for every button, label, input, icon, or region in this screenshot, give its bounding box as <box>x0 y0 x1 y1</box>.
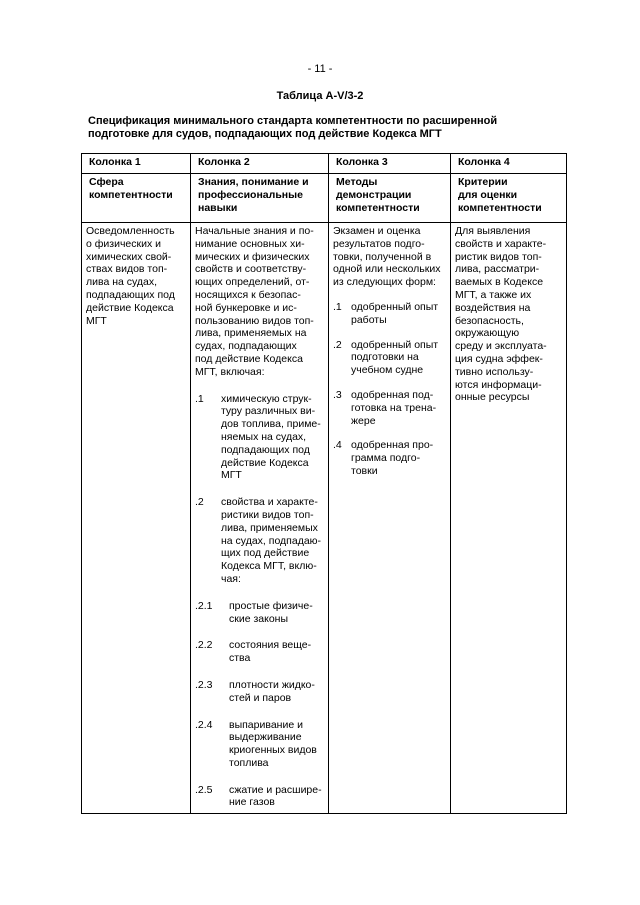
item-line: сжатие и расшире- <box>229 783 322 796</box>
item-line: товки <box>351 464 378 477</box>
item-line: ние газов <box>229 796 275 809</box>
column-4-number: Колонка 4 <box>451 154 567 174</box>
item-line: грамма подго- <box>351 452 421 465</box>
item-line: Кодекса МГТ, вклю- <box>221 560 317 573</box>
knowledge-intro-line: под действие Кодекса <box>195 352 303 365</box>
methods-intro-line: одной или нескольких <box>333 263 441 276</box>
criteria-line: окружающую <box>455 327 520 340</box>
knowledge-subitem <box>195 679 324 705</box>
item-line: свойства и характе- <box>221 496 318 509</box>
knowledge-intro-line: пользованию видов топ- <box>195 314 314 327</box>
competence-line: МГТ <box>86 314 107 327</box>
methods-intro-line: Экзамен и оценка <box>333 225 421 237</box>
knowledge-intro-line: носящихся к безопас- <box>195 288 301 301</box>
column-2-number: Колонка 2 <box>191 154 329 174</box>
column-3-number: Колонка 3 <box>329 154 451 174</box>
item-line: подпадающих под <box>221 443 310 456</box>
knowledge-subitem <box>195 600 324 626</box>
column-number-row <box>82 154 567 174</box>
criteria-line: тивно использу- <box>455 365 534 378</box>
item-number: .2.3 <box>195 678 213 691</box>
competence-line: действие Кодекса <box>86 301 174 314</box>
item-line: няемых на судах, <box>221 430 307 443</box>
knowledge-intro-line: свойств и соответству- <box>195 263 307 276</box>
knowledge-item <box>195 496 324 586</box>
item-line: учебном судне <box>351 364 424 377</box>
criteria-line: свойств и характе- <box>455 237 547 250</box>
item-text <box>229 719 324 770</box>
header-line: Критерии <box>458 176 508 188</box>
knowledge-subitem <box>195 639 324 665</box>
competence-line: Осведомленность <box>86 225 175 237</box>
competence-line: подпадающих под <box>86 288 175 301</box>
item-line: МГТ <box>221 469 242 482</box>
criteria-line: ваемых в Кодексе <box>455 276 544 289</box>
item-text <box>229 639 324 665</box>
header-line: Знания, понимание и <box>198 176 309 188</box>
item-line: дов топлива, приме- <box>221 418 321 431</box>
criteria-line: воздействия на <box>455 301 531 314</box>
knowledge-intro-line: судах, подпадающих <box>195 340 297 353</box>
header-line: для оценки <box>458 188 518 201</box>
item-line: химическую струк- <box>221 392 312 405</box>
competence-line: химических свой- <box>86 250 172 263</box>
criteria-line: ются информаци- <box>455 378 542 391</box>
method-item <box>333 439 446 477</box>
competence-cell <box>82 223 191 814</box>
criteria-line: ристик видов топ- <box>455 250 542 263</box>
item-text <box>221 496 324 586</box>
item-line: готовка на трена- <box>351 401 437 414</box>
item-line: одобренная про- <box>351 439 434 452</box>
item-line: ские законы <box>229 612 289 625</box>
column-1-number: Колонка 1 <box>82 154 191 174</box>
item-line: топлива <box>229 756 269 769</box>
criteria-line: лива, рассматри- <box>455 263 540 276</box>
competence-line: о физических и <box>86 237 161 250</box>
knowledge-intro-line: нимание основных хи- <box>195 237 305 250</box>
item-number: .4 <box>333 439 342 452</box>
item-line: состояния веще- <box>229 639 312 652</box>
item-number: .2.2 <box>195 639 213 652</box>
content-row <box>82 223 567 814</box>
header-line: профессиональные <box>198 188 303 201</box>
methods-cell <box>329 223 451 814</box>
method-item <box>333 339 446 377</box>
heading-line: подготовке для судов, подпадающих под действие Кодекса МГТ <box>88 128 442 140</box>
criteria-line: безопасность, <box>455 314 524 327</box>
item-line: щих под действие <box>221 547 310 560</box>
methods-intro-line: товки, полученной в <box>333 250 432 263</box>
item-line: действие Кодекса <box>221 456 309 469</box>
item-number: .2 <box>333 338 342 351</box>
item-line: плотности жидко- <box>229 678 315 691</box>
item-number: .2.5 <box>195 783 213 796</box>
knowledge-intro-line: Начальные знания и по- <box>195 225 314 237</box>
method-item <box>333 389 446 427</box>
item-line: на судах, подпадаю- <box>221 534 322 547</box>
criteria-line: среду и эксплуата- <box>455 340 547 353</box>
table-title: Таблица A-V/3-2 <box>276 90 364 102</box>
item-number: .1 <box>195 392 204 405</box>
heading-line: Спецификация минимального стандарта компетентности по расширенной <box>88 115 498 127</box>
criteria-line: онные ресурсы <box>455 391 530 404</box>
competence-line: ствах видов топ- <box>86 263 168 276</box>
header-line: компетентности <box>336 201 420 214</box>
knowledge-item <box>195 393 324 483</box>
header-line: компетентности <box>458 201 542 214</box>
method-item <box>333 301 446 327</box>
item-line: подготовки на <box>351 351 419 364</box>
knowledge-intro-line: ющих определений, от- <box>195 276 310 289</box>
item-line: ства <box>229 652 251 665</box>
item-line: одобренная под- <box>351 388 434 401</box>
item-line: выдерживание <box>229 731 302 744</box>
knowledge-intro-line: МГТ, включая: <box>195 365 265 378</box>
column-header-row <box>82 174 567 223</box>
item-line: чая: <box>221 572 241 585</box>
item-line: одобренный опыт <box>351 300 439 313</box>
item-text <box>351 389 446 427</box>
column-2-header <box>191 174 329 223</box>
item-line: ристики видов топ- <box>221 508 314 521</box>
column-4-header <box>451 174 567 223</box>
header-line: демонстрации <box>336 188 412 201</box>
competence-table <box>81 153 567 814</box>
knowledge-intro-line: ной бункеровке и ис- <box>195 301 297 314</box>
item-number: .1 <box>333 300 342 313</box>
item-number: .3 <box>333 388 342 401</box>
item-text <box>221 393 324 483</box>
column-1-header <box>82 174 191 223</box>
item-text <box>229 679 324 705</box>
header-line: компетентности <box>89 188 173 201</box>
item-line: криогенных видов <box>229 744 317 757</box>
item-text <box>229 784 324 810</box>
header-line: Сфера <box>89 176 124 188</box>
item-line: жере <box>351 414 376 427</box>
item-line: работы <box>351 313 387 326</box>
methods-intro-line: из следующих форм: <box>333 276 436 289</box>
criteria-cell <box>451 223 567 814</box>
page-number: - 11 - <box>307 63 333 75</box>
item-line: простые физиче- <box>229 599 313 612</box>
item-line: одобренный опыт <box>351 338 439 351</box>
criteria-line: ция судна эффек- <box>455 352 543 365</box>
knowledge-subitem <box>195 784 324 810</box>
knowledge-subitem <box>195 719 324 770</box>
item-line: выпаривание и <box>229 718 303 731</box>
methods-intro-line: результатов подго- <box>333 237 425 250</box>
criteria-line: МГТ, а также их <box>455 288 532 301</box>
item-line: лива, применяемых <box>221 521 318 534</box>
item-text <box>229 600 324 626</box>
knowledge-intro-line: лива, применяемых на <box>195 327 307 340</box>
item-line: стей и паров <box>229 691 292 704</box>
knowledge-cell <box>191 223 329 814</box>
item-text <box>351 339 446 377</box>
competence-line: лива на судах, <box>86 276 158 289</box>
column-3-header <box>329 174 451 223</box>
item-number: .2.4 <box>195 718 213 731</box>
header-line: Методы <box>336 176 378 188</box>
item-text <box>351 301 446 327</box>
header-line: навыки <box>198 201 238 214</box>
table-heading <box>88 115 558 141</box>
item-number: .2 <box>195 496 204 509</box>
criteria-line: Для выявления <box>455 225 531 237</box>
knowledge-intro-line: мических и физических <box>195 250 310 263</box>
item-line: туру различных ви- <box>221 405 316 418</box>
item-number: .2.1 <box>195 599 213 612</box>
item-text <box>351 439 446 477</box>
